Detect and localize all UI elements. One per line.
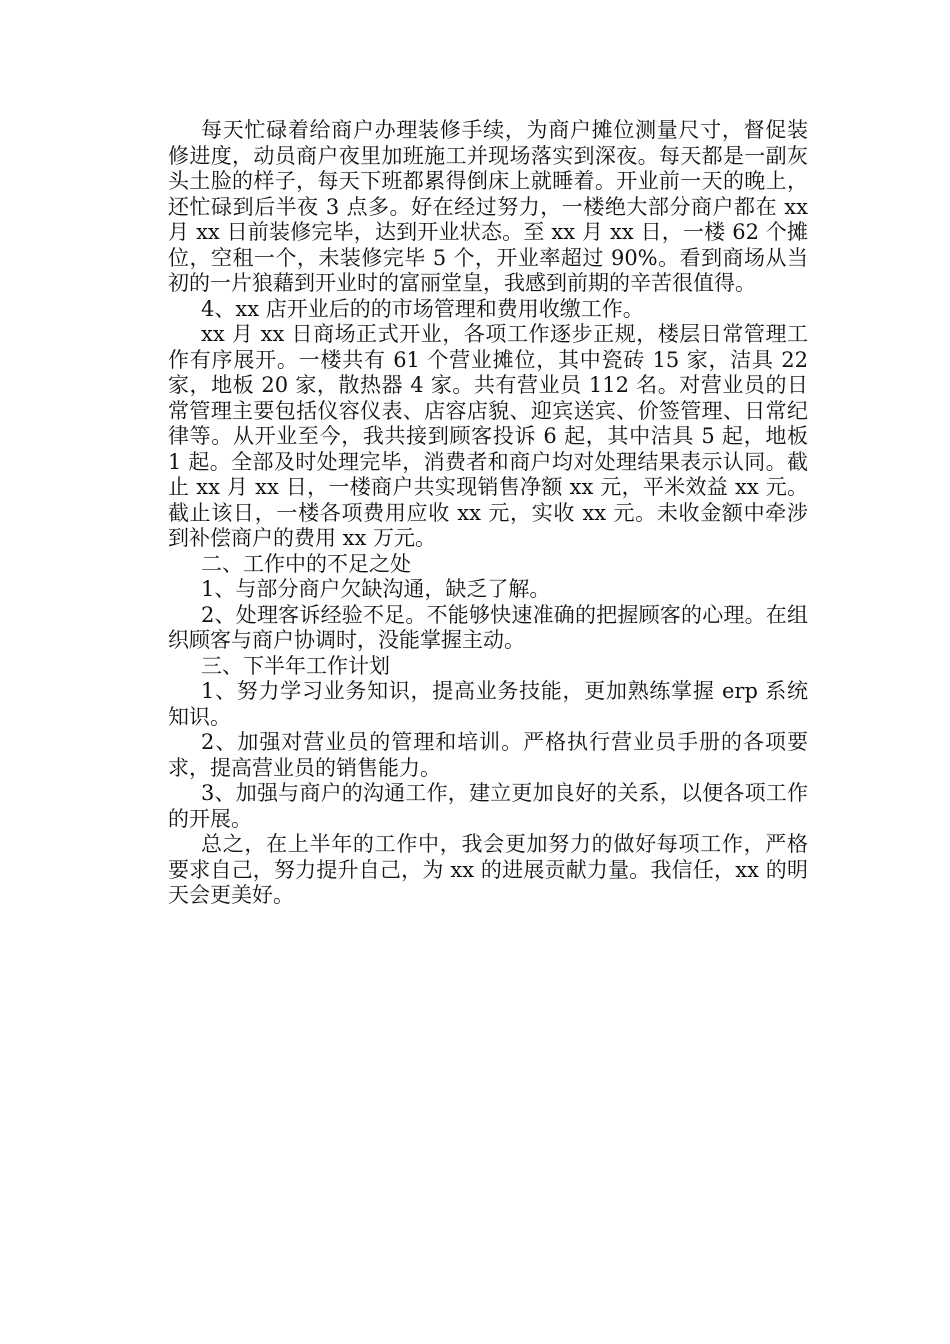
paragraph-decoration-work: 每天忙碌着给商户办理装修手续，为商户摊位测量尺寸，督促装修进度，动员商户夜里加班施工并现场落实到深夜。每天都是一副灰头土脸的样子，每天下班都累得倒床上就睡着。开业前一天的晚上，还忙碌到后半夜 3 点多。好在经过努力，一楼绝大部分商户都在 xx 月 xx 日前装修完毕，达到开业状态。至 xx 月 xx 日，一楼 62 个摊位，空租一个，未装修完毕 5 个，开业率超过 90%。看到商场从当初的一片狼藉到开业时的富丽堂皇，我感到前期的辛苦很值得。: [168, 118, 808, 295]
paragraph-plan-3: 3、加强与商户的沟通工作，建立更加良好的关系，以便各项工作的开展。: [168, 781, 808, 831]
section-heading-shortcomings: 二、工作中的不足之处: [201, 551, 411, 576]
document-body: [168, 118, 808, 909]
paragraph-plan-2: 2、加强对营业员的管理和培训。严格执行营业员手册的各项要求，提高营业员的销售能力。: [168, 730, 808, 780]
section-heading-plan: 三、下半年工作计划: [201, 653, 390, 678]
paragraph-shortcoming-2: 2、处理客诉经验不足。不能够快速准确的把握顾客的心理。在组织顾客与商户协调时，没能掌握主动。: [168, 602, 808, 652]
paragraph-shortcoming-1: 1、与部分商户欠缺沟通，缺乏了解。: [201, 577, 551, 601]
paragraph-conclusion: 总之，在上半年的工作中，我会更加努力的做好每项工作，严格要求自己，努力提升自己，为 xx 的进展贡献力量。我信任，xx 的明天会更美好。: [168, 832, 808, 907]
paragraph-market-management: xx 月 xx 日商场正式开业，各项工作逐步正规，楼层日常管理工作有序展开。一楼共有 61 个营业摊位，其中瓷砖 15 家，洁具 22 家，地板 20 家，散热器 4 家。共有营业员 112 名。对营业员的日常管理主要包括仪容仪表、店容店貌、迎宾送宾、价签管理、日常纪律等。从开业至今，我共接到顾客投诉 6 起，其中洁具 5 起，地板 1 起。全部及时处理完毕，消费者和商户均对处理结果表示认同。截止 xx 月 xx 日，一楼商户共实现销售净额 xx 元，平米效益 xx 元。截止该日，一楼各项费用应收 xx 元，实收 xx 元。未收金额中牵涉到补偿商户的费用 xx 万元。: [168, 322, 808, 550]
paragraph-plan-1: 1、努力学习业务知识，提高业务技能，更加熟练掌握 erp 系统知识。: [168, 679, 808, 729]
paragraph-section-4-heading: 4、xx 店开业后的的市场管理和费用收缴工作。: [201, 296, 644, 321]
